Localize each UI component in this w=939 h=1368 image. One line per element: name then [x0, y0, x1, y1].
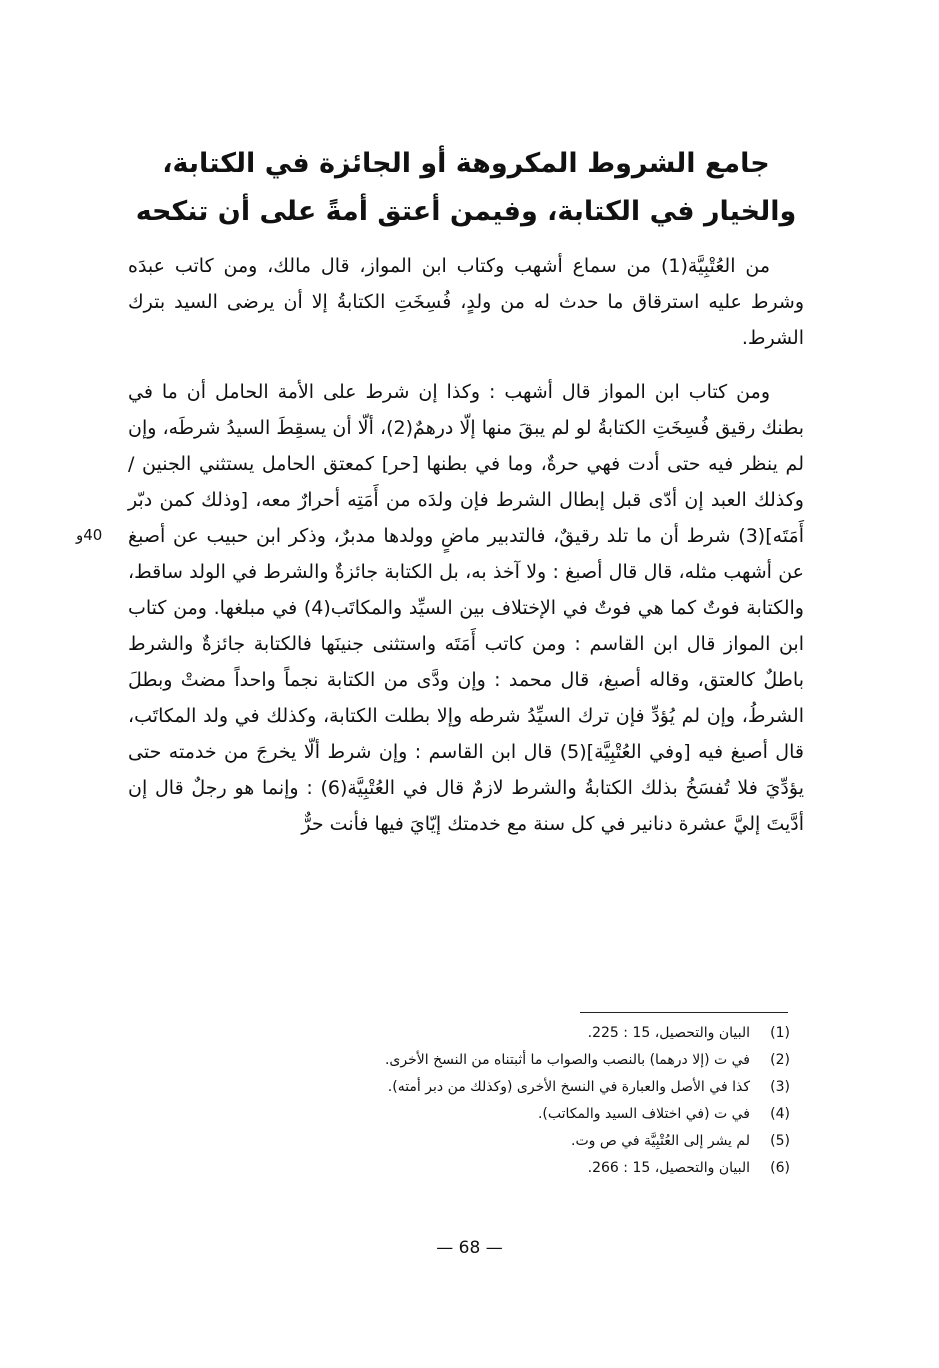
body-text: [128, 248, 804, 860]
chapter-title-line-1: جامع الشروط المكروهة أو الجائزة في الكتابة،: [162, 148, 770, 179]
footnote-number: (6): [770, 1160, 790, 1176]
footnote-text: في ت (في اختلاف السيد والمكاتب).: [537, 1106, 750, 1122]
page-number: — 68 —: [436, 1238, 503, 1258]
chapter-title: [130, 140, 802, 236]
footnote-number: (1): [770, 1025, 790, 1041]
footnote-divider: [580, 1012, 788, 1013]
chapter-title-line-2: والخيار في الكتابة، وفيمن أعتق أمةً على أن تنكحه: [135, 196, 797, 227]
footnote-2: [260, 1047, 790, 1074]
footnote-text: البيان والتحصيل، 15 : 225.: [587, 1025, 750, 1041]
footnote-text: كذا في الأصل والعبارة في النسخ الأخرى (وكذلك من دبر أمته).: [387, 1079, 750, 1095]
footnote-text: البيان والتحصيل، 15 : 266.: [587, 1160, 750, 1176]
paragraph-2: ومن كتاب ابن المواز قال أشهب : وكذا إن شرط على الأمة الحامل أن ما في بطنك رقيق فُسِخَتِ الكتابةُ لو لم يبقَ منها إلّا درهمٌ(2)، ألّا أن يسقِطَ السيدُ شرطَه، وإن لم ينظر فيه حتى أدت فهي حرةٌ، وما في بطنها [حر] كمعتق الحامل يستثني الجنين / وكذلك العبد إن أدّى قبل إبطال الشرط فإن ولدَه من أَمَتِه أحرارٌ معه، [وذلك كمن دبّر أَمَتَه](3) شرط أن ما تلد رقيقٌ، فالتدبير ماضٍ وولدها مدبرٌ، وذكر ابن حبيب عن أصبغ عن أشهب مثله، قال قال أصبغ : ولا آخذ به، بل الكتابة جائزةٌ والشرط في الولد ساقط، والكتابة فوتٌ كما هي فوتٌ في الإختلاف بين السيِّد والمكاتَب(4) في مبلغها. ومن كتاب ابن المواز قال ابن القاسم : ومن كاتب أَمَتَه واستثنى جنينَها فالكتابة جائزةٌ والشرط باطلٌ كالعتق، وقاله أصبغ، قال محمد : وإن ودَّى من الكتابة نجماً واحداً مضتْ وبطلَ الشرطُ، وإن لم يُؤدِّ فإن ترك السيِّدُ شرطه وإلا بطلت الكتابة، وكذلك في ولد المكاتَب، قال أصبغ فيه [وفي العُتْبِيَّة](5) قال ابن القاسم : وإن شرط ألّا يخرجَ من خدمته حتى يؤدِّيَ فلا تُفسَخُ بذلك الكتابةُ والشرط لازمٌ قال في العُتْبِيَّة(6) : وإنما هو رجلٌ قال إن أدَّيتَ إليَّ عشرة دنانير في كل سنة مع خدمتك إيّايَ فيها فأنت حرٌّ: [128, 381, 804, 835]
footnote-3: [260, 1074, 790, 1101]
paragraph-1: من العُتْبِيَّة(1) من سماع أشهب وكتاب ابن المواز، قال مالك، ومن كاتب عبدَه وشرط عليه استرقاق ما حدث له من ولدٍ، فُسِخَتِ الكتابةُ إلا أن يرضى السيد بترك الشرط.: [128, 255, 804, 349]
footnote-5: [260, 1128, 790, 1155]
folio-margin-note: 40و: [76, 526, 103, 544]
footnote-6: [260, 1155, 790, 1182]
footnote-4: [260, 1101, 790, 1128]
footnote-number: (2): [770, 1052, 790, 1068]
footnotes: [260, 1020, 790, 1182]
footnote-text: في ت (إلا درهما) بالنصب والصواب ما أثبتناه من النسخ الأخرى.: [384, 1052, 750, 1068]
footnote-text: لم يشر إلى العُتْبِيَّة في ص وت.: [571, 1133, 750, 1149]
footnote-number: (4): [770, 1106, 790, 1122]
footnote-number: (5): [770, 1133, 790, 1149]
footnote-number: (3): [770, 1079, 790, 1095]
footnote-1: [260, 1020, 790, 1047]
